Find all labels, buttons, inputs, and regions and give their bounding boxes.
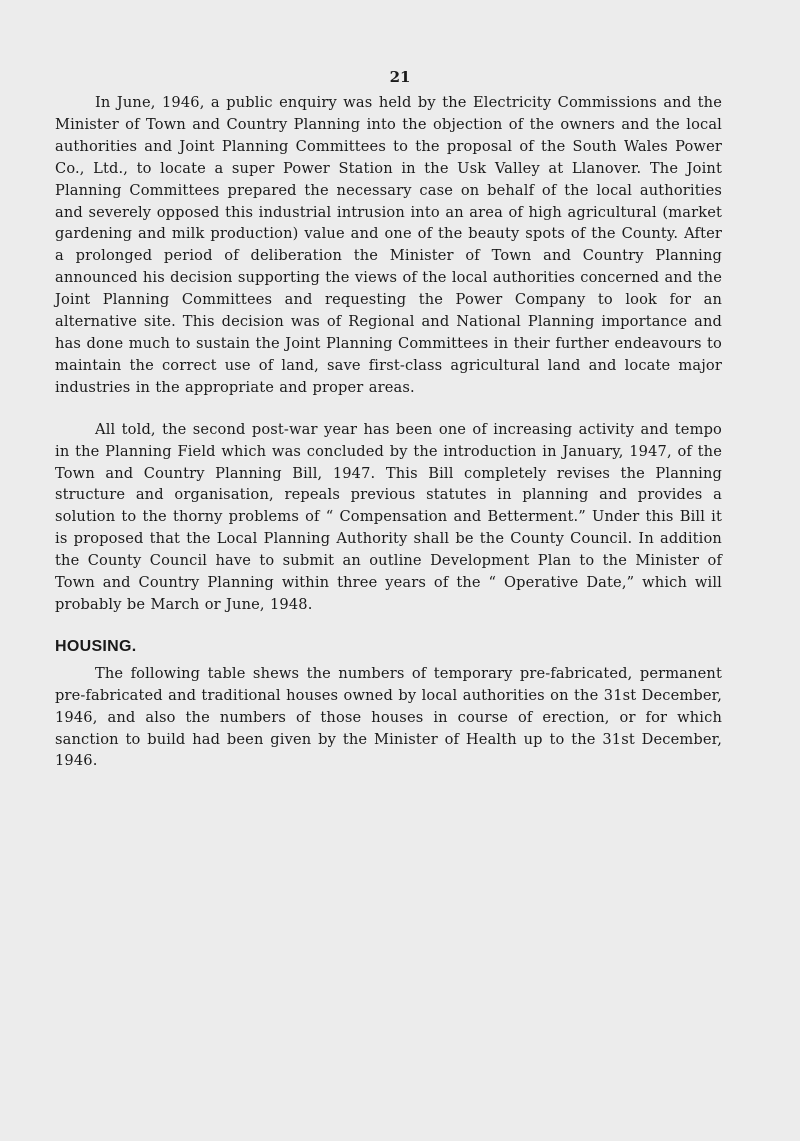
page-number: 21 — [389, 68, 411, 86]
body-text — [55, 92, 722, 772]
paragraph-planning-bill: All told, the second post-war year has been one of increasing activity and tempo in the Planning Field which was concluded by the introduction in January, 1947, of the Town and Country Planning Bill, 1947. This Bill completely revises the Planning structure and organisation, repeals previous statutes in planning and provides a solution to the thorny problems of “ Compensation and Betterment.” Under this Bill it is proposed that the Local Planning Authority shall be the County Council. In addition the County Council have to submit an outline Development Plan to the Minister of Town and Country Planning within three years of the “ Operative Date,” which will probably be March or June, 1948. — [55, 420, 722, 613]
paragraph-housing-table-intro: The following table shews the numbers of temporary pre-fabricated, permanent pre-fabricated and traditional houses owned by local authorities on the 31st December, 1946, and also the numbers of those houses in course of erection, or for which sanction to build had been given by the Minister of Health up to the 31st December, 1946. — [55, 664, 722, 770]
section-heading-housing: HOUSING. — [55, 637, 137, 655]
paragraph-power-station-enquiry: In June, 1946, a public enquiry was held by the Electricity Commissions and the Minister of Town and Country Planning into the objection of the owners and the local authorities and Joint Planning Committees to the proposal of the South Wales Power Co., Ltd., to locate a super Power Station in the Usk Valley at Llanover. The Joint Planning Committees prepared the necessary case on behalf of the local authorities and severely opposed this industrial intrusion into an area of high agricultural (market gardening and milk production) value and one of the beauty spots of the County. After a prolonged period of deliberation the Minister of Town and Country Planning announced his decision supporting the views of the local authorities concerned and the Joint Planning Committees and requesting the Power Company to look for an alternative site. This decision was of Regional and National Planning importance and has done much to sustain the Joint Planning Committees in their further endeavours to maintain the correct use of land, save first-class agricultural land and locate major industries in the appropriate and proper areas. — [55, 94, 722, 396]
